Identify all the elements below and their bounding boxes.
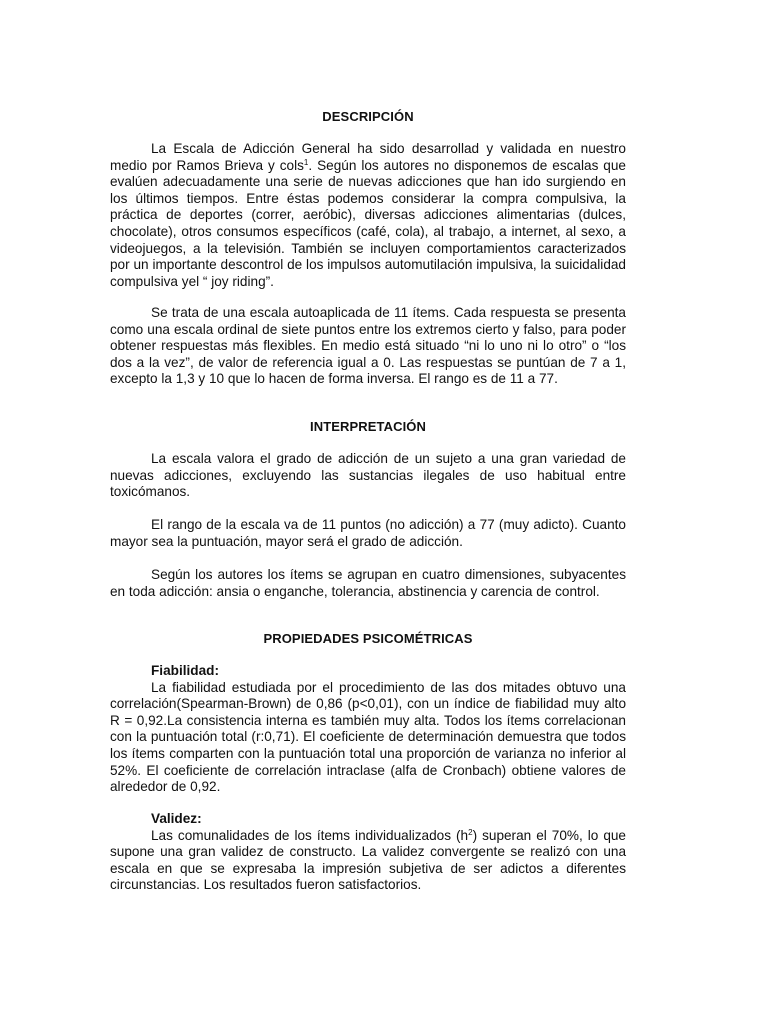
descripcion-paragraph-2 — [110, 305, 626, 388]
validez-text-b: ) superan el 70%, lo que supone una gran validez de constructo. La validez convergente se realizó con una escala en que se expresaba la impresión subjetiva de ser adictos a diferentes circunstancias. Los resultados fueron satisfactorios. — [110, 827, 626, 893]
interpretacion-paragraph-2 — [110, 517, 626, 550]
fiabilidad-text: La fiabilidad estudiada por el procedimiento de las dos mitades obtuvo una correlación(Spearman-Brown) de 0,86 (p<0,01), con un índice de fiabilidad muy alto R = 0,92.La consistencia interna es también muy alta. Todos los ítems correlacionan con la puntuación total (r:0,71). El coeficiente de determinación demuestra que todos los ítems comparten con la puntuación total una proporción de varianza no inferior al 52%. El coeficiente de correlación intraclase (alfa de Cronbach) obtiene valores de alrededor de 0,92. — [110, 679, 626, 795]
fiabilidad-heading: Fiabilidad: — [151, 663, 219, 678]
descripcion-p1-text-b: . Según los autores no disponemos de escalas que evalúen adecuadamente una serie de nuevas adicciones que han ido surgiendo en los últimos tiempos. Entre éstas podemos considerar la compra compulsiva, la práctica de deportes (correr, aeróbic), diversas adicciones alimentarias (dulces, chocolate), otros consumos específicos (café, cola), al trabajo, a internet, al sexo, a videojuegos, a la televisión. También se incluyen comportamientos caracterizados por un importante descontrol de los impulsos automutilación impulsiva, la suicidalidad compulsiva yel “ joy riding”. — [110, 157, 626, 289]
heading-interpretacion: INTERPRETACIÓN — [310, 419, 426, 434]
validez-text-a: Las comunalidades de los ítems individualizados (h — [151, 827, 469, 843]
validez-heading: Validez: — [151, 811, 202, 826]
section-interpretacion — [110, 419, 626, 436]
interpretacion-p2-text: El rango de la escala va de 11 puntos (no adicción) a 77 (muy adicto). Cuanto mayor sea la puntuación, mayor será el grado de adicción. — [110, 517, 626, 549]
section-propiedades — [110, 631, 626, 648]
interpretacion-paragraph-3 — [110, 567, 626, 600]
descripcion-p1-text-a: La Escala de Adicción General ha sido desarrollad y validada en nuestro medio por Ramos Brieva y cols — [110, 141, 626, 173]
superscript-2: 2 — [468, 827, 473, 837]
heading-propiedades: PROPIEDADES PSICOMÉTRICAS — [263, 631, 473, 646]
descripcion-paragraph-1 — [110, 141, 626, 290]
fiabilidad-block — [110, 663, 626, 796]
validez-block — [110, 811, 626, 894]
heading-descripcion: DESCRIPCIÓN — [322, 109, 414, 124]
interpretacion-paragraph-1 — [110, 451, 626, 501]
descripcion-p2-text: Se trata de una escala autoaplicada de 11 ítems. Cada respuesta se presenta como una escala ordinal de siete puntos entre los extremos cierto y falso, para poder obtener respuestas más flexibles. En medio está situado “ni lo uno ni lo otro” o “los dos a la vez”, de valor de referencia igual a 0. Las respuestas se puntúan de 7 a 1, excepto la 1,3 y 10 que lo hacen de forma inversa. El rango es de 11 a 77. — [110, 305, 626, 387]
footnote-marker: 1 — [303, 157, 309, 167]
interpretacion-p1-text: La escala valora el grado de adicción de un sujeto a una gran variedad de nuevas adicciones, excluyendo las sustancias ilegales de uso habitual entre toxicómanos. — [110, 451, 626, 500]
section-descripcion — [110, 109, 626, 126]
interpretacion-p3-text: Según los autores los ítems se agrupan en cuatro dimensiones, subyacentes en toda adicción: ansia o enganche, tolerancia, abstinencia y carencia de control. — [110, 567, 626, 599]
